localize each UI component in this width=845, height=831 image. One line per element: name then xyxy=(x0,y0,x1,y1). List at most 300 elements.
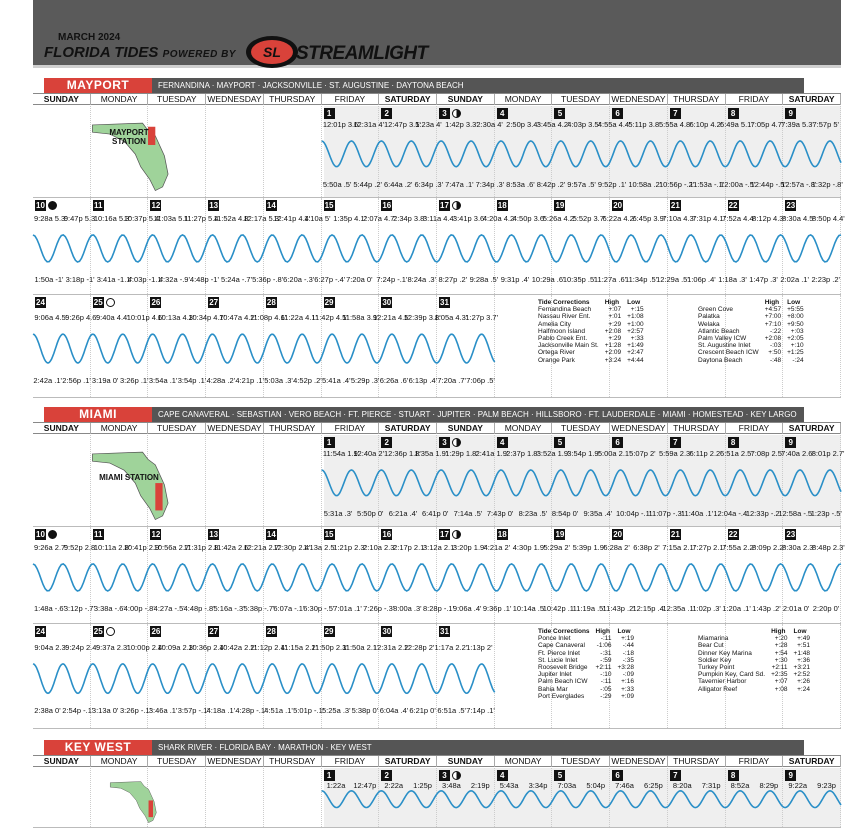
low-tide-label: 4:51a .1' xyxy=(264,706,293,716)
corrections-cell: -:48 xyxy=(769,356,782,364)
day-number: 12 xyxy=(151,530,161,539)
powered-by: POWERED BY xyxy=(162,49,236,60)
high-tide-label: 10:16a 5.3' xyxy=(93,213,131,223)
low-tide-label: 6:21a .4' xyxy=(388,508,418,518)
high-tide-label: 12:30p 2.4' xyxy=(273,542,311,552)
low-tide-label: 9:52p .1' xyxy=(597,179,627,189)
corrections-cell: +2:57 xyxy=(627,327,644,335)
day-name: FRIDAY xyxy=(322,423,380,434)
high-tide-label: 12:01p 3.6' xyxy=(322,119,360,129)
corrections-row xyxy=(538,357,650,364)
title-text: FLORIDA TIDES xyxy=(44,44,159,61)
corrections-cell: +:29 xyxy=(608,335,622,343)
day-name: MONDAY xyxy=(495,423,553,434)
day-number: 31 xyxy=(440,298,449,307)
high-tide-label: 3:41p 3.6' xyxy=(452,213,486,223)
day-name: TUESDAY xyxy=(552,423,610,434)
high-tide-label: 2:30a 4' xyxy=(476,119,503,129)
low-tide-label: 12:35a .1' xyxy=(662,604,696,614)
corrections-cell: +:01 xyxy=(608,313,622,321)
section-name: MIAMI xyxy=(44,407,152,422)
corrections-cell: Bear Cut xyxy=(698,642,724,650)
low-tide-label: 5:50p 0' xyxy=(357,508,384,518)
corrections-cell: +1:49 xyxy=(627,342,644,350)
high-tide-label: 4:20a 4.2' xyxy=(482,213,516,223)
day-name: SATURDAY xyxy=(783,756,841,767)
corrections-cell: +:03 xyxy=(790,327,804,335)
low-tide-label: 3:46a .1' xyxy=(148,706,178,716)
high-tide-label: 1:42p 3.3' xyxy=(445,119,478,129)
corrections-header xyxy=(698,628,816,635)
low-tide-label: 7:24p -.1' xyxy=(376,275,408,285)
corrections-cell: Port Everglades xyxy=(538,692,585,700)
low-tide-label: 1:50a -1' xyxy=(34,275,64,285)
high-tide-label: 4:50p 3.6' xyxy=(512,213,546,223)
low-tide-label: 8:27p .2' xyxy=(438,275,468,285)
day-number: 30 xyxy=(382,298,392,307)
high-tide-label: 5:00a 2.1' xyxy=(597,448,631,458)
day-name: SUNDAY xyxy=(437,756,495,767)
corrections-cell: Orange Park xyxy=(538,356,575,364)
low-tide-label: 10:35p .5' xyxy=(562,275,596,285)
high-tide-label: 9:22a xyxy=(788,781,808,790)
corrections-row xyxy=(538,657,640,664)
low-tide-label: 5:50a .5' xyxy=(322,179,352,189)
high-tide-label: 5:11p 3.8' xyxy=(628,119,661,129)
low-tide-label: 5:01p -.1' xyxy=(293,706,325,716)
high-tide-label: 7:05p 4.7' xyxy=(750,119,784,129)
high-tide-label: 7:55a 2.2' xyxy=(722,542,755,552)
corrections-row xyxy=(698,306,810,313)
low-tide-label: 9:57a .5' xyxy=(567,179,596,189)
low-tide-label: 4:21p .1' xyxy=(235,375,264,385)
day-number: 25 xyxy=(93,298,103,307)
high-tide-label: 10:00p 2.4' xyxy=(126,642,164,652)
low-tide-label: 2:56p .1' xyxy=(62,375,91,385)
low-tide-label: 1:18a .3' xyxy=(718,275,747,285)
corrections-cell: Roosevelt Bridge xyxy=(538,664,588,672)
high-tide-label: 9:52p 2.8' xyxy=(63,542,97,552)
low-tide-label: 12:00a -.5' xyxy=(720,179,756,189)
corrections-cell: +:49 xyxy=(797,635,810,643)
high-tide-label: 1:13p 2' xyxy=(466,642,493,652)
high-tide-label: 12:47p xyxy=(353,781,377,790)
day-name: WEDNESDAY xyxy=(610,756,668,767)
low-tide-label: 9:06a .4' xyxy=(452,604,482,614)
high-tide-label: 11:27p 5.4' xyxy=(183,213,220,223)
day-number: 10 xyxy=(36,201,45,210)
corrections-cell: +2:11 xyxy=(771,664,788,672)
corrections-cell: High xyxy=(604,299,620,306)
high-tide-label: 11:15a 2.2' xyxy=(280,642,317,652)
corrections-row xyxy=(538,342,650,349)
corrections-cell: +:33 xyxy=(630,335,644,343)
low-tide-label: 9:28a .5' xyxy=(469,275,499,285)
corrections-cell: +7:10 xyxy=(764,320,782,328)
corrections-cell: -:24 xyxy=(792,356,804,364)
corrections-row xyxy=(698,635,816,642)
day-name: WEDNESDAY xyxy=(610,94,668,105)
low-tide-label: 12:58a -.5' xyxy=(778,508,814,518)
day-number: 14 xyxy=(266,201,276,210)
svg-text:SL: SL xyxy=(263,44,281,60)
tide-corrections-table xyxy=(698,628,816,693)
corrections-row xyxy=(698,313,810,320)
high-tide-label: 9:04a 2.3' xyxy=(34,642,68,652)
corrections-cell: -:03 xyxy=(769,342,782,350)
corrections-cell: +7:00 xyxy=(764,313,782,321)
day-names-row xyxy=(33,93,841,105)
low-tide-label: 4:18a .1' xyxy=(206,706,236,716)
section-places: FERNANDINA · MAYPORT · JACKSONVILLE · ST. AUGUSTINE · DAYTONA BEACH xyxy=(158,81,464,90)
high-tide-label: 9:24p 2.4' xyxy=(65,642,98,652)
corrections-row xyxy=(538,642,640,649)
day-number: 28 xyxy=(266,298,276,307)
high-tide-label: 7:40a 2.6' xyxy=(781,448,814,458)
high-tide-label: 2:22a xyxy=(384,781,404,790)
low-tide-label: 7:34p .3' xyxy=(475,179,505,189)
high-tide-label: 1:10a 5' xyxy=(304,213,331,223)
corrections-cell: +2:09 xyxy=(604,349,622,357)
tide-corrections-table xyxy=(698,299,810,364)
high-tide-label: 1:35p 4.1' xyxy=(333,213,366,223)
section-places: CAPE CANAVERAL · SEBASTIAN · VERO BEACH · FT. PIERCE · STUART · JUPITER · PALM BEACH · HILLSBORO · FT. LAUDERDALE · MIAMI · HOMESTEAD · KEY LARGO xyxy=(158,410,797,419)
corrections-cell: -:29 xyxy=(600,692,612,700)
corrections-row xyxy=(698,357,810,364)
high-tide-label: 2:19p xyxy=(470,781,490,790)
high-tide-label: 11:42a 2.6' xyxy=(213,542,250,552)
day-name: MONDAY xyxy=(495,94,553,105)
tide-week xyxy=(33,435,845,527)
day-number: 3 xyxy=(439,437,450,448)
corrections-cell: Daytona Beach xyxy=(698,356,743,364)
high-tide-label: 12:36p 1.8' xyxy=(383,448,421,458)
high-tide-label: 4:55a 4.4' xyxy=(597,119,631,129)
tide-week xyxy=(33,106,841,198)
tide-corrections-table xyxy=(538,299,650,364)
high-tide-label: 7:10a 4.3' xyxy=(662,213,696,223)
corrections-row xyxy=(698,335,810,342)
day-number: 28 xyxy=(266,627,276,636)
day-names-row xyxy=(33,422,841,434)
corrections-cell: +9:50 xyxy=(787,320,804,328)
day-name: WEDNESDAY xyxy=(610,423,668,434)
corrections-cell: -:18 xyxy=(622,649,634,657)
day-name: WEDNESDAY xyxy=(206,756,264,767)
corrections-cell: +5:55 xyxy=(787,306,804,314)
corrections-row xyxy=(698,349,810,356)
day-name: WEDNESDAY xyxy=(206,94,264,105)
low-tide-label: 7:06p .5' xyxy=(466,375,495,385)
corrections-row xyxy=(698,328,810,335)
low-tide-label: 11:53a -.1' xyxy=(689,179,725,189)
month-label: MARCH 2024 xyxy=(58,32,121,43)
corrections-row xyxy=(698,650,816,657)
low-tide-label: 10:04p -.1' xyxy=(615,508,652,518)
high-tide-label: 1:35a 1.9' xyxy=(414,448,448,458)
day-number: 21 xyxy=(670,201,680,210)
low-tide-label: 12:33p -.2' xyxy=(745,508,782,518)
corrections-cell: St. Lucie Inlet xyxy=(538,656,578,664)
high-tide-label: 2:07a 4.7' xyxy=(363,213,396,223)
low-tide-label: 3:38a -.6' xyxy=(93,604,125,614)
day-number: 3 xyxy=(439,108,450,119)
day-name: MONDAY xyxy=(91,94,149,105)
high-tide-label: 11:52a 4.8' xyxy=(213,213,250,223)
high-tide-label: 6:45p 3.9' xyxy=(632,213,666,223)
high-tide-label: 1:27p 3.7' xyxy=(465,313,499,323)
corrections-row xyxy=(698,686,816,693)
high-tide-label: 12:31a 2.2' xyxy=(372,642,410,652)
tide-week xyxy=(33,768,841,828)
low-tide-label: 8:00a .3' xyxy=(393,604,422,614)
low-tide-label: 3:26p .1' xyxy=(120,375,149,385)
high-tide-label: 7:57p 5' xyxy=(812,119,839,129)
high-tide-label: 1:23a 4' xyxy=(415,119,442,129)
low-tide-label: 11:07p -.3' xyxy=(648,508,684,518)
day-number: 7 xyxy=(670,437,681,448)
tide-week xyxy=(33,295,841,398)
corrections-row xyxy=(538,328,650,335)
high-tide-label: 8:09p 2.2' xyxy=(752,542,785,552)
low-tide-label: 12:15p .4' xyxy=(632,604,666,614)
low-tide-label: 1:32p -.8' xyxy=(811,179,843,189)
day-number: 27 xyxy=(209,298,219,307)
day-name: SATURDAY xyxy=(379,94,437,105)
day-number: 9 xyxy=(785,770,796,781)
corrections-row xyxy=(538,335,650,342)
high-tide-label: 1:29p 1.8' xyxy=(445,448,478,458)
low-tide-label: 7:20a .7' xyxy=(437,375,466,385)
day-name: MONDAY xyxy=(495,756,553,767)
high-tide-label: 5:55a 4.8' xyxy=(658,119,692,129)
low-tide-label: 6:13p .4' xyxy=(408,375,438,385)
day-number: 9 xyxy=(785,437,796,448)
high-tide-label: 8:12p 4.3' xyxy=(752,213,785,223)
day-number: 22 xyxy=(728,530,738,539)
high-tide-label: 6:10p 4.2' xyxy=(689,119,723,129)
high-tide-label: 2:10a 2.3' xyxy=(363,542,396,552)
corrections-cell: High xyxy=(764,299,780,306)
corrections-cell: Palm Beach ICW xyxy=(538,678,588,686)
day-number: 4 xyxy=(497,437,508,448)
low-tide-label: 6:26a .6' xyxy=(379,375,409,385)
low-tide-label: 5:36p -.8' xyxy=(252,275,284,285)
corrections-row xyxy=(698,321,810,328)
low-tide-label: 6:41p 0' xyxy=(421,508,449,518)
day-name: TUESDAY xyxy=(148,423,206,434)
day-name: TUESDAY xyxy=(552,94,610,105)
low-tide-label: 1:20a .1' xyxy=(722,604,751,614)
high-tide-label: 5:59a 2.3' xyxy=(658,448,692,458)
low-tide-label: 8:23a .5' xyxy=(518,508,548,518)
day-number: 23 xyxy=(786,530,796,539)
high-tide-label: 9:26p 4.6' xyxy=(65,313,98,323)
low-tide-label: 6:44a .2' xyxy=(383,179,413,189)
corrections-cell: Low xyxy=(627,299,641,306)
corrections-cell: Crescent Beach ICW xyxy=(698,349,759,357)
corrections-cell: -:11 xyxy=(600,678,612,686)
high-tide-label: 12:40a 2' xyxy=(353,448,385,458)
day-number: 4 xyxy=(497,770,508,781)
day-number: 1 xyxy=(324,770,335,781)
corrections-cell: +1:48 xyxy=(793,649,810,657)
section-header xyxy=(44,407,804,422)
low-tide-label: 10:29a .6' xyxy=(531,275,565,285)
day-number: 29 xyxy=(324,298,334,307)
high-tide-label: 11:31p 2.8' xyxy=(183,542,220,552)
high-tide-label: 5:39p 1.9' xyxy=(572,542,606,552)
day-number: 21 xyxy=(670,530,680,539)
corrections-row xyxy=(698,642,816,649)
high-tide-label: 5:52p 3.7' xyxy=(572,213,606,223)
high-tide-label: 8:20a xyxy=(672,781,692,790)
low-tide-label: 2:42a .1' xyxy=(33,375,62,385)
day-name: SATURDAY xyxy=(783,94,841,105)
day-number: 12 xyxy=(151,201,161,210)
corrections-cell: +3:24 xyxy=(604,356,622,364)
day-name: THURSDAY xyxy=(668,756,726,767)
corrections-row xyxy=(538,678,640,685)
high-tide-label: 10:01p 4.6' xyxy=(126,313,164,323)
high-tide-label: 12:21a 2.7' xyxy=(243,542,281,552)
high-tide-label: 2:17p 2.1' xyxy=(393,542,426,552)
high-tide-label: 2:37p 1.8' xyxy=(506,448,539,458)
tide-week xyxy=(33,527,845,624)
corrections-row xyxy=(538,313,650,320)
corrections-cell: +:07 xyxy=(608,306,622,314)
high-tide-label: 5:26a 4.2' xyxy=(542,213,576,223)
high-tide-label: 10:11a 2.8' xyxy=(93,542,131,552)
low-tide-label: 1:06p .4' xyxy=(687,275,716,285)
low-tide-label: 6:34p .3' xyxy=(414,179,444,189)
high-tide-label: 11:42p 4.5' xyxy=(311,313,348,323)
low-tide-label: 1:02p .3' xyxy=(692,604,721,614)
high-tide-label: 10:42a 2.2' xyxy=(219,642,256,652)
day-number: 5 xyxy=(554,108,565,119)
high-tide-label: 4:03p 3.5' xyxy=(567,119,600,129)
high-tide-label: 6:25p xyxy=(644,781,663,790)
high-tide-label: 6:28a 2' xyxy=(603,542,630,552)
low-tide-label: 5:03a .3' xyxy=(264,375,293,385)
corrections-cell: +:29 xyxy=(608,320,622,328)
day-number: 2 xyxy=(381,437,392,448)
high-tide-label: 9:23p xyxy=(817,781,836,790)
high-tide-label: 3:20p 1.9' xyxy=(452,542,486,552)
corrections-cell: +3:28 xyxy=(617,664,634,672)
corrections-row xyxy=(538,635,640,642)
day-number: 30 xyxy=(382,627,392,636)
high-tide-label: 3:12a 2.1' xyxy=(423,542,456,552)
day-number: 24 xyxy=(36,298,45,307)
day-number: 19 xyxy=(555,201,565,210)
corrections-cell: Tide Corrections xyxy=(538,299,590,306)
day-name: SUNDAY xyxy=(33,94,91,105)
day-number: 4 xyxy=(497,108,508,119)
low-tide-label: 5:31a .3' xyxy=(323,508,353,518)
corrections-cell: Soldier Key xyxy=(698,656,732,664)
day-name: THURSDAY xyxy=(668,423,726,434)
day-number: 24 xyxy=(36,627,45,636)
day-number: 27 xyxy=(209,627,219,636)
high-tide-label: 11:50a 2.1' xyxy=(342,642,379,652)
low-tide-label: 8:28p -.1' xyxy=(423,604,455,614)
day-number: 1 xyxy=(324,108,335,119)
station-label: MAYPORT STATION xyxy=(109,128,149,146)
low-tide-label: 7:20a 0' xyxy=(346,275,373,285)
high-tide-label: 3:11a 4.4' xyxy=(423,213,456,223)
corrections-cell xyxy=(698,628,771,635)
day-name: SATURDAY xyxy=(379,423,437,434)
high-tide-label: 8:52a xyxy=(730,781,750,790)
high-tide-label: 5:04p xyxy=(586,781,606,790)
corrections-row xyxy=(538,650,640,657)
day-number: 31 xyxy=(440,627,449,636)
corrections-cell: +1:00 xyxy=(627,320,644,328)
day-number: 26 xyxy=(151,298,161,307)
high-tide-label: 3:34p xyxy=(528,781,548,790)
low-tide-label: 2:23p .2' xyxy=(811,275,840,285)
corrections-cell: Pumpkin Key, Card Sd. xyxy=(698,671,766,679)
low-tide-label: 11:19a .5' xyxy=(572,604,605,614)
day-number: 2 xyxy=(381,770,392,781)
low-tide-label: 11:27a .6' xyxy=(593,275,627,285)
corrections-cell: +1:28 xyxy=(604,342,622,350)
high-tide-label: 3:54p 1.9' xyxy=(567,448,600,458)
corrections-cell: +:15 xyxy=(630,306,644,314)
high-tide-label: 12:21a 4.5' xyxy=(372,313,410,323)
day-number: 15 xyxy=(324,201,334,210)
low-tide-label: 7:14a .5' xyxy=(453,508,483,518)
day-number: 3 xyxy=(439,770,450,781)
day-names-row xyxy=(33,755,841,767)
high-tide-label: 10:41p 2.9' xyxy=(123,542,161,552)
low-tide-label: 7:01a .1' xyxy=(333,604,362,614)
high-tide-label: 11:50p 2.3' xyxy=(311,642,348,652)
high-tide-label: 8:30a 4.5' xyxy=(782,213,815,223)
corrections-cell: +:24 xyxy=(797,685,810,693)
high-tide-label: 8:29p xyxy=(759,781,779,790)
tide-curve xyxy=(322,791,841,808)
low-tide-label: 4:28a .2' xyxy=(206,375,236,385)
low-tide-label: 5:41a .4' xyxy=(322,375,351,385)
day-number: 1 xyxy=(324,437,335,448)
station-label: MIAMI STATION xyxy=(99,473,159,482)
day-number: 20 xyxy=(613,201,623,210)
corrections-row xyxy=(538,686,640,693)
tide-curve xyxy=(33,664,495,693)
day-number: 11 xyxy=(93,530,103,539)
low-tide-label: 3:18p -1' xyxy=(65,275,95,285)
low-tide-label: 6:07a -.1' xyxy=(273,604,305,614)
day-number: 20 xyxy=(613,530,623,539)
low-tide-label: 4:48p -.8' xyxy=(183,604,215,614)
high-tide-label: 9:28a 5.3' xyxy=(33,213,67,223)
day-number: 16 xyxy=(382,530,392,539)
high-tide-label: 2:50p 3.4' xyxy=(506,119,539,129)
low-tide-label: 2:38a 0' xyxy=(34,706,61,716)
high-tide-label: 9:40a 4.4' xyxy=(95,313,129,323)
high-tide-label: 2:41a 1.9' xyxy=(475,448,509,458)
low-tide-label: 5:25a .3' xyxy=(322,706,351,716)
low-tide-label: 1:23p -.5' xyxy=(810,508,842,518)
low-tide-label: 4:52p .2' xyxy=(293,375,322,385)
high-tide-label: 11:03a 5.1' xyxy=(153,213,190,223)
day-name: SATURDAY xyxy=(379,756,437,767)
corrections-cell: +2:05 xyxy=(787,335,804,343)
low-tide-label: 1:47p .3' xyxy=(749,275,778,285)
florida-map-icon xyxy=(83,443,193,530)
